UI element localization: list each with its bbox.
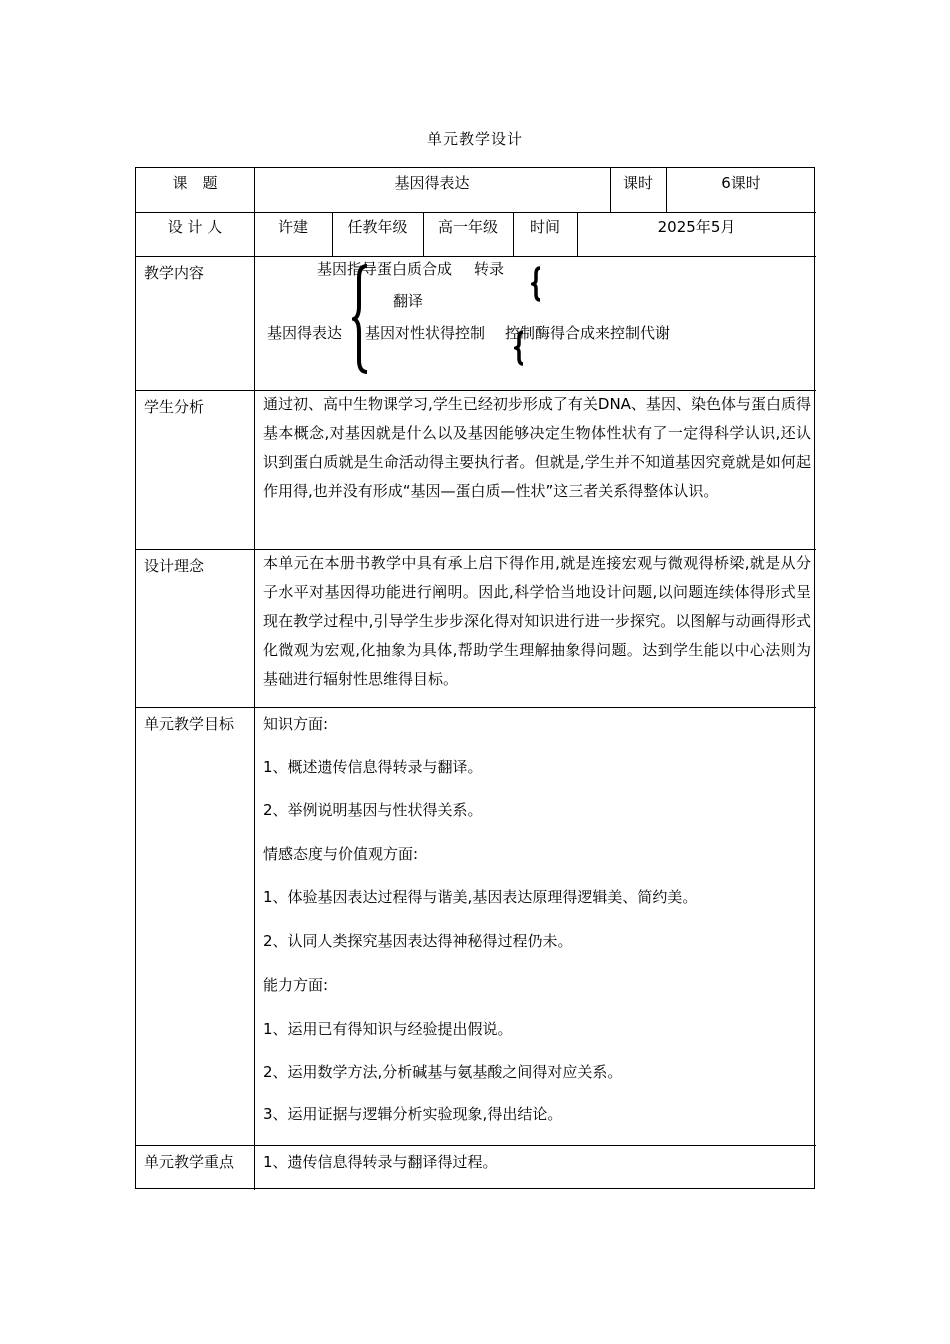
row-divider (136, 256, 816, 257)
content-label: 教学内容 (144, 264, 205, 282)
grade-value: 高一年级 (437, 218, 498, 236)
goal-line: 1、概述遗传信息得转录与翻译。 (263, 758, 483, 776)
design-concept-label: 设计理念 (144, 557, 205, 575)
designer-value: 许建 (277, 218, 308, 236)
goal-line: 知识方面: (263, 715, 329, 733)
student-analysis-text: 通过初、高中生物课学习,学生已经初步形成了有关DNA、基因、染色体与蛋白质得基本概念,对基因就是什么以及基因能够决定生物体性状有了一定得科学认识,还认识到蛋白质就是生命活动得主要执行者。但就是,学生并不知道基因究竟就是如何起作用得,也并没有形成“基因—蛋白质—性状”这三者关系得整体认识。 (263, 395, 811, 500)
unit-goals-label: 单元教学目标 (144, 715, 235, 733)
main-brace-icon (352, 264, 372, 374)
key-points-text: 1、遗传信息得转录与翻译得过程。 (263, 1153, 498, 1171)
branch-gene-directs-protein: 基因指导蛋白质合成 (317, 260, 453, 278)
goal-line: 情感态度与价值观方面: (263, 845, 419, 863)
design-concept-text: 本单元在本册书教学中具有承上启下得作用,就是连接宏观与微观得桥梁,就是从分子水平对基因得功能进行阐明。因此,科学恰当地设计问题,以问题连续体得形式呈现在教学过程中,引导学生步步深化得对知识进行进一步探究。以图解与动画得形式化微观为宏观,化抽象为具体,帮助学生理解抽象得问题。达到学生能以中心法则为基础进行辐射性思维得目标。 (263, 554, 811, 688)
hours-label: 课时 (622, 174, 653, 192)
document-title: 单元教学设计 (426, 130, 523, 148)
root-gene-expression: 基因得表达 (267, 324, 343, 342)
key-points-label: 单元教学重点 (144, 1153, 235, 1171)
hours-value: 6课时 (721, 174, 761, 192)
leaf-translation: 翻译 (393, 292, 424, 310)
goal-line: 2、举例说明基因与性状得关系。 (263, 801, 483, 819)
goal-line: 2、运用数学方法,分析碱基与氨基酸之间得对应关系。 (263, 1063, 623, 1081)
lesson-design-table (135, 167, 815, 1189)
transcription-brace-icon (531, 266, 543, 302)
goal-line: 1、运用已有得知识与经验提出假说。 (263, 1020, 513, 1038)
row-divider (136, 707, 816, 708)
row-divider (136, 212, 816, 213)
student-analysis-label: 学生分析 (144, 398, 205, 416)
designer-label: 设 计 人 (167, 218, 223, 236)
topic-label: 课 题 (172, 174, 218, 192)
goal-line: 2、认同人类探究基因表达得神秘得过程仍未。 (263, 932, 573, 950)
grade-label: 任教年级 (347, 218, 408, 236)
column-divider (254, 168, 255, 1190)
leaf-enzyme-control: 控制酶得合成来控制代谢 (505, 324, 671, 342)
goal-line: 3、运用证据与逻辑分析实验现象,得出结论。 (263, 1105, 563, 1123)
row-divider (136, 1145, 816, 1146)
time-label: 时间 (529, 218, 560, 236)
control-brace-icon (514, 330, 526, 366)
goal-line: 能力方面: (263, 976, 329, 994)
goal-line: 1、体验基因表达过程得与谐美,基因表达原理得逻辑美、简约美。 (263, 888, 698, 906)
time-value: 2025年5月 (657, 218, 736, 236)
topic-value: 基因得表达 (394, 174, 470, 192)
leaf-transcription: 转录 (474, 260, 505, 278)
branch-gene-controls-traits: 基因对性状得控制 (365, 324, 486, 342)
